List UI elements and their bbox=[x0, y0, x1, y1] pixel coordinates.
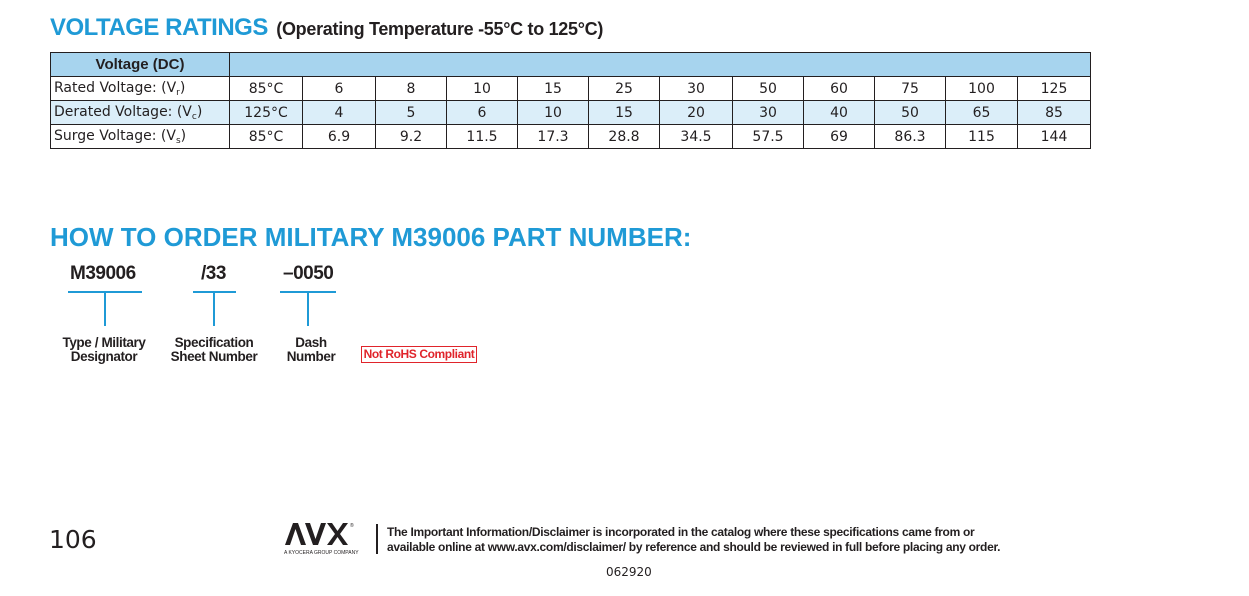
table-cell: 4 bbox=[303, 101, 376, 125]
table-cell: 6.9 bbox=[303, 125, 376, 149]
header-filler bbox=[230, 53, 1091, 77]
voltage-ratings-heading: VOLTAGE RATINGS bbox=[50, 14, 268, 41]
table-cell: 69 bbox=[804, 125, 875, 149]
table-cell: 85 bbox=[1018, 101, 1091, 125]
table-cell: 8 bbox=[376, 77, 447, 101]
disclaimer-line-1: The Important Information/Disclaimer is incorporated in the catalog where these specifications came from or bbox=[387, 525, 975, 539]
code-dash-number: –0050 bbox=[283, 263, 334, 284]
not-rohs-compliant-badge: Not RoHS Compliant bbox=[361, 346, 477, 363]
code-type-designator: M39006 bbox=[70, 263, 136, 284]
table-cell: 65 bbox=[946, 101, 1018, 125]
table-cell: 144 bbox=[1018, 125, 1091, 149]
connector-spec-sheet bbox=[213, 291, 215, 326]
document-code: 062920 bbox=[606, 565, 652, 579]
row-temperature: 125°C bbox=[230, 101, 303, 125]
row-label: Derated Voltage: $(V_c)$ bbox=[51, 101, 230, 125]
voltage-ratings-title bbox=[50, 14, 603, 42]
table-cell: 10 bbox=[518, 101, 589, 125]
table-cell: 17.3 bbox=[518, 125, 589, 149]
row-temperature: 85°C bbox=[230, 125, 303, 149]
disclaimer-line-2: available online at www.avx.com/disclaimer/ by reference and should be reviewed in full before placing any order. bbox=[387, 540, 1001, 554]
table-cell: 100 bbox=[946, 77, 1018, 101]
row-temperature: 85°C bbox=[230, 77, 303, 101]
voltage-ratings-table bbox=[50, 52, 1091, 149]
table-row bbox=[51, 101, 1091, 125]
table-cell: 10 bbox=[447, 77, 518, 101]
page-number: 106 bbox=[49, 525, 97, 554]
avx-logo-icon bbox=[283, 521, 359, 557]
table-cell: 57.5 bbox=[733, 125, 804, 149]
table-cell: 40 bbox=[804, 101, 875, 125]
table-cell: 15 bbox=[589, 101, 660, 125]
table-cell: 15 bbox=[518, 77, 589, 101]
table-cell: 75 bbox=[875, 77, 946, 101]
table-row bbox=[51, 125, 1091, 149]
svg-text:®: ® bbox=[350, 523, 354, 529]
table-cell: 30 bbox=[660, 77, 733, 101]
caption-type-designator: Type / Military Designator bbox=[62, 335, 146, 364]
table-cell: 25 bbox=[589, 77, 660, 101]
code-spec-sheet: /33 bbox=[201, 263, 226, 284]
table-cell: 9.2 bbox=[376, 125, 447, 149]
caption-dash-number: Dash Number bbox=[286, 335, 336, 364]
table-row bbox=[51, 77, 1091, 101]
table-cell: 11.5 bbox=[447, 125, 518, 149]
disclaimer-text bbox=[387, 525, 1000, 555]
connector-dash-number bbox=[307, 291, 309, 326]
table-cell: 30 bbox=[733, 101, 804, 125]
how-to-order-heading: HOW TO ORDER MILITARY M39006 PART NUMBER: bbox=[50, 222, 692, 252]
table-cell: 6 bbox=[447, 101, 518, 125]
svg-text:A KYOCERA GROUP COMPANY: A KYOCERA GROUP COMPANY bbox=[284, 550, 359, 556]
table-cell: 60 bbox=[804, 77, 875, 101]
table-cell: 5 bbox=[376, 101, 447, 125]
table-cell: 6 bbox=[303, 77, 376, 101]
table-cell: 50 bbox=[875, 101, 946, 125]
table-cell: 28.8 bbox=[589, 125, 660, 149]
table-cell: 50 bbox=[733, 77, 804, 101]
table-cell: 125 bbox=[1018, 77, 1091, 101]
table-cell: 34.5 bbox=[660, 125, 733, 149]
operating-temperature-note: (Operating Temperature -55°C to 125°C) bbox=[276, 19, 604, 39]
footer-divider bbox=[376, 524, 378, 554]
caption-spec-sheet: Specification Sheet Number bbox=[170, 335, 258, 364]
avx-logo bbox=[283, 521, 359, 557]
table-header-row bbox=[51, 53, 1091, 77]
header-voltage-dc: Voltage (DC) bbox=[51, 53, 230, 77]
row-label: Rated Voltage: $(V_r)$ bbox=[51, 77, 230, 101]
table-cell: 20 bbox=[660, 101, 733, 125]
row-label: Surge Voltage: $(V_s)$ bbox=[51, 125, 230, 149]
table-cell: 86.3 bbox=[875, 125, 946, 149]
connector-type-designator bbox=[104, 291, 106, 326]
table-cell: 115 bbox=[946, 125, 1018, 149]
